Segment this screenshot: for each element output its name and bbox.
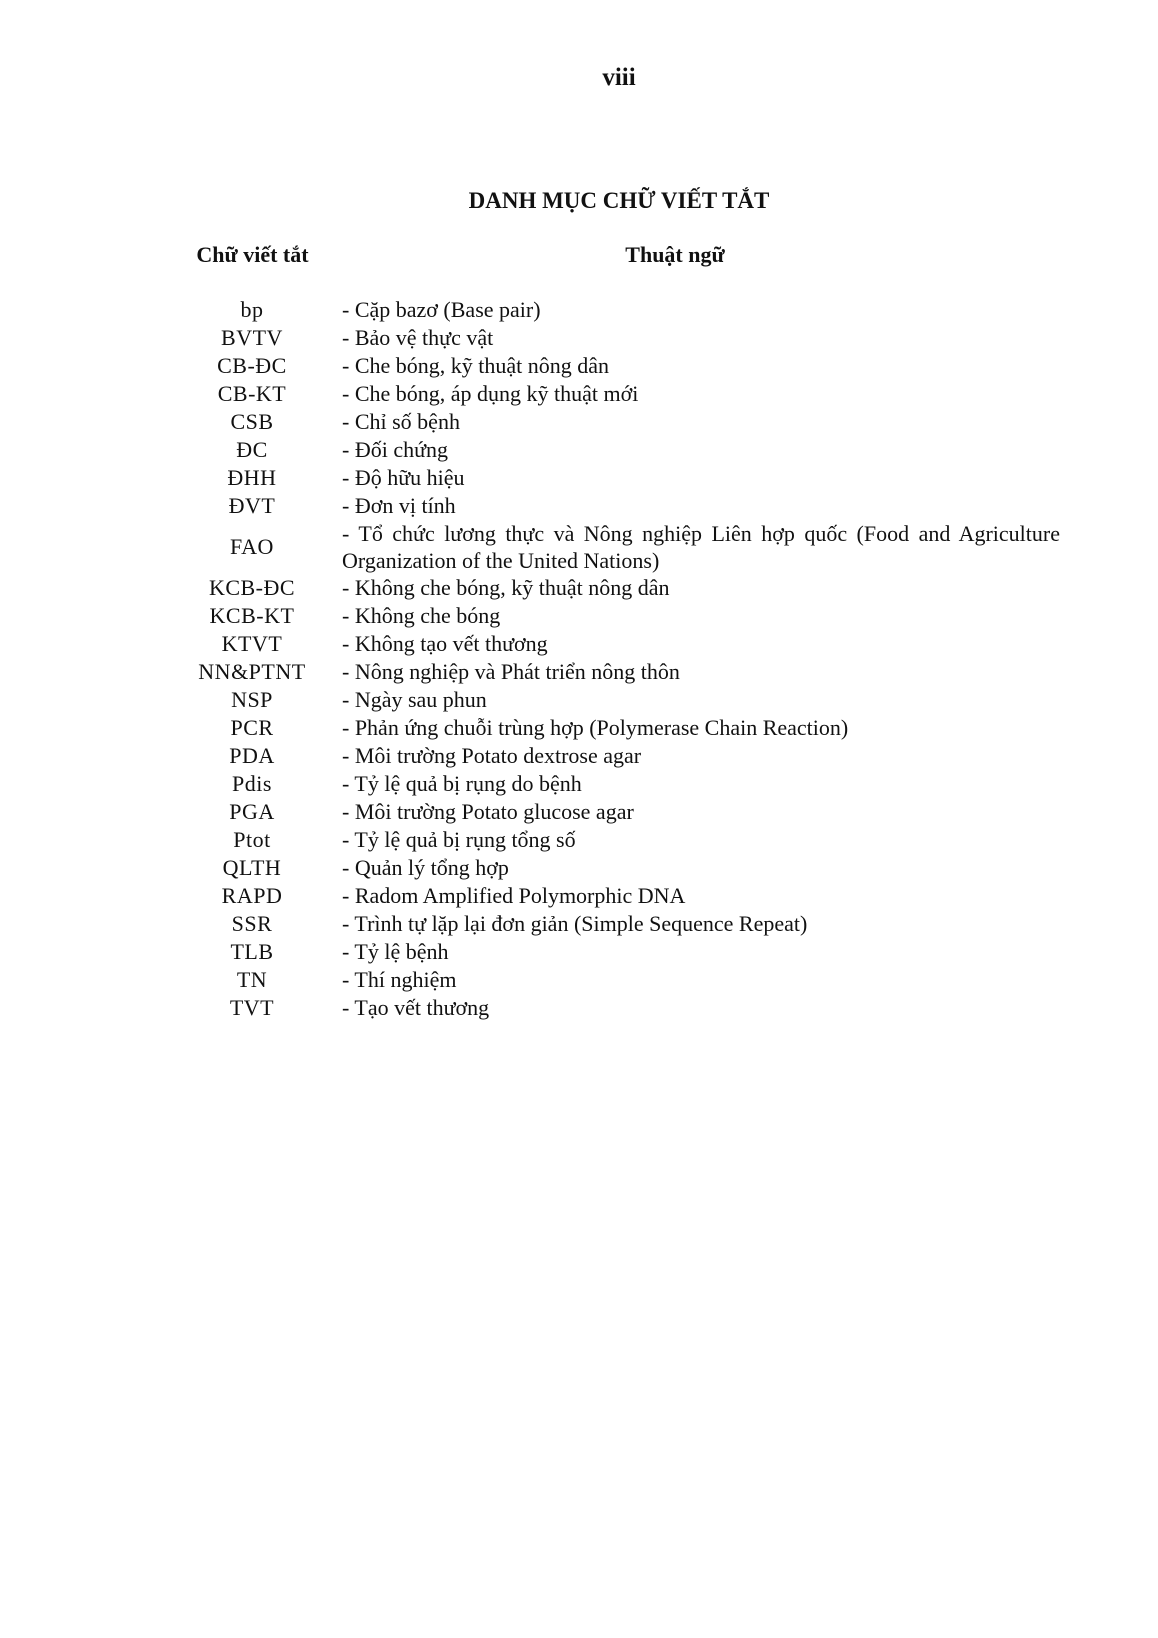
abbreviation: PDA	[229, 743, 275, 768]
term-definition: - Ngày sau phun	[342, 687, 487, 712]
abbreviation: NSP	[231, 687, 273, 712]
abbreviation-column-header: Chữ viết tắt	[196, 242, 309, 267]
abbreviation-row	[190, 658, 1060, 686]
abbreviation: PGA	[229, 799, 275, 824]
term-definition: - Môi trường Potato dextrose agar	[342, 743, 642, 768]
abbreviation: FAO	[230, 534, 274, 559]
abbreviation: ĐHH	[227, 465, 277, 490]
term-definition: - Trình tự lặp lại đơn giản (Simple Sequence Repeat)	[342, 911, 808, 936]
abbreviation-row	[190, 296, 1060, 324]
abbreviation-row	[190, 630, 1060, 658]
term-definition: - Nông nghiệp và Phát triển nông thôn	[342, 659, 680, 684]
abbreviation-row	[190, 770, 1060, 798]
term-definition: - Đơn vị tính	[342, 493, 456, 518]
abbreviation: BVTV	[221, 325, 283, 350]
abbreviation-row	[190, 324, 1060, 352]
abbreviation: CB-KT	[217, 381, 287, 406]
abbreviation-list	[190, 296, 1060, 1022]
abbreviation-row	[190, 520, 1060, 574]
abbreviation-row	[190, 408, 1060, 436]
abbreviation: CSB	[230, 409, 274, 434]
term-definition: - Bảo vệ thực vật	[342, 325, 494, 350]
abbreviation-row	[190, 602, 1060, 630]
abbreviation-row	[190, 966, 1060, 994]
abbreviation: QLTH	[222, 855, 282, 880]
abbreviation-row	[190, 492, 1060, 520]
term-definition: - Không tạo vết thương	[342, 631, 548, 656]
term-definition: - Chỉ số bệnh	[342, 409, 460, 434]
abbreviation-row	[190, 574, 1060, 602]
abbreviation: TVT	[229, 995, 275, 1020]
term-definition: - Quản lý tổng hợp	[342, 855, 509, 880]
term-definition: - Tổ chức lương thực và Nông nghiệp Liên hợp quốc (Food and Agriculture Organization of the United Nations)	[342, 521, 1060, 573]
abbreviation-row	[190, 854, 1060, 882]
term-definition: - Đối chứng	[342, 437, 449, 462]
abbreviation: KCB-ĐC	[208, 575, 296, 600]
page-number: viii	[602, 64, 636, 91]
term-definition: - Cặp bazơ (Base pair)	[342, 297, 541, 322]
page-title: DANH MỤC CHỮ VIẾT TẮT	[468, 188, 770, 213]
term-definition: - Thí nghiệm	[342, 967, 457, 992]
abbreviation: RAPD	[221, 883, 283, 908]
abbreviation-row	[190, 798, 1060, 826]
abbreviation: NN&PTNT	[198, 659, 306, 684]
abbreviation: ĐVT	[228, 493, 276, 518]
term-definition: - Che bóng, kỹ thuật nông dân	[342, 353, 610, 378]
abbreviation-row	[190, 686, 1060, 714]
abbreviation-row	[190, 938, 1060, 966]
abbreviation: TLB	[230, 939, 274, 964]
abbreviation: KTVT	[221, 631, 283, 656]
term-definition: - Phản ứng chuỗi trùng hợp (Polymerase Chain Reaction)	[342, 715, 849, 740]
term-column-header: Thuật ngữ	[625, 242, 725, 267]
abbreviation: KCB-KT	[209, 603, 295, 628]
term-definition: - Tỷ lệ quả bị rụng tổng số	[342, 827, 576, 852]
abbreviation: Ptot	[233, 827, 271, 852]
term-definition: - Tạo vết thương	[342, 995, 490, 1020]
abbreviation: Pdis	[232, 771, 272, 796]
abbreviation-row	[190, 464, 1060, 492]
term-definition: - Che bóng, áp dụng kỹ thuật mới	[342, 381, 639, 406]
abbreviation-row	[190, 352, 1060, 380]
abbreviation-row	[190, 436, 1060, 464]
abbreviation-row	[190, 714, 1060, 742]
abbreviation-row	[190, 882, 1060, 910]
abbreviation: CB-ĐC	[217, 353, 287, 378]
term-definition: - Tỷ lệ quả bị rụng do bệnh	[342, 771, 582, 796]
abbreviation: PCR	[230, 715, 274, 740]
abbreviation-row	[190, 742, 1060, 770]
abbreviation-row	[190, 826, 1060, 854]
abbreviation: SSR	[231, 911, 273, 936]
abbreviation-row	[190, 380, 1060, 408]
term-definition: - Tỷ lệ bệnh	[342, 939, 449, 964]
term-definition: - Không che bóng	[342, 603, 501, 628]
term-definition: - Độ hữu hiệu	[342, 465, 465, 490]
abbreviation-row	[190, 910, 1060, 938]
abbreviation-row	[190, 994, 1060, 1022]
term-definition: - Không che bóng, kỹ thuật nông dân	[342, 575, 670, 600]
abbreviation: bp	[240, 297, 264, 322]
term-definition: - Môi trường Potato glucose agar	[342, 799, 634, 824]
abbreviation: ĐC	[236, 437, 268, 462]
term-definition: - Radom Amplified Polymorphic DNA	[342, 883, 686, 908]
abbreviation: TN	[236, 967, 268, 992]
